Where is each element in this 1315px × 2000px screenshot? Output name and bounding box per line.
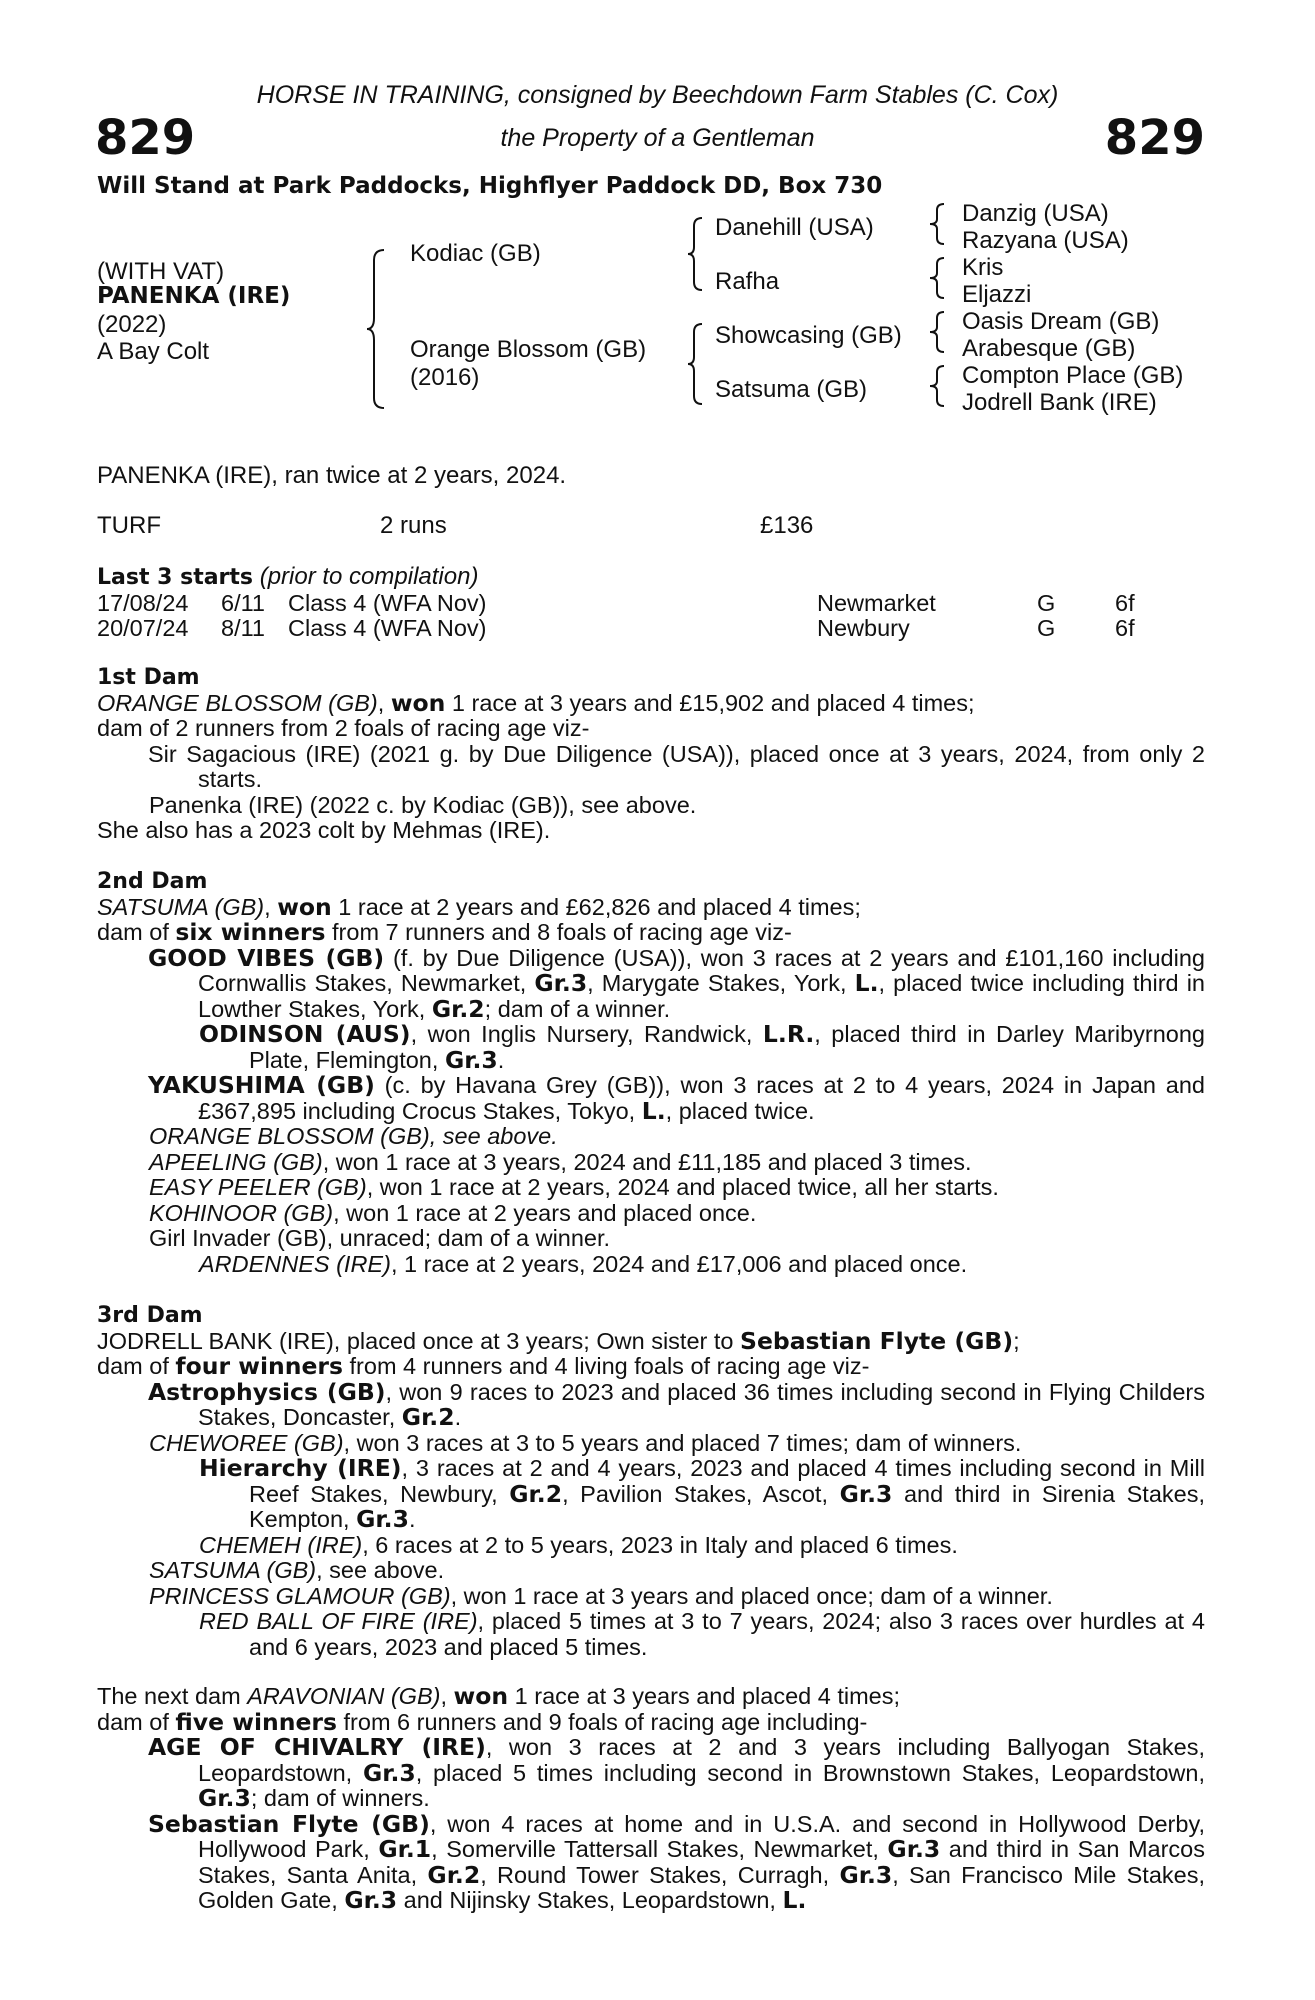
last-starts-note: (prior to compilation) [259,563,479,590]
winners-count: five winners [175,1707,337,1736]
text: , [264,893,278,920]
text: , [440,1683,454,1709]
text: , won Inglis Nursery, Randwick, [410,1021,763,1047]
pedigree-brace-sire [687,216,705,292]
produce-entry: Sir Sagacious (IRE) (2021 g. by Due Diligence (USA)), placed once at 3 years, 2024, from only 2 starts. [148,740,1205,792]
lot-number-left: 829 [95,110,196,166]
produce-entry [97,1377,1205,1431]
pedigree-sss: Danzig (USA) [962,200,1109,227]
horse-name: ARDENNES (IRE) [199,1250,391,1277]
grade: Gr.2 [509,1479,563,1508]
pedigree-sire-sire: Danehill (USA) [715,214,874,241]
second-dam-title: 2nd Dam [97,869,208,894]
grade: Gr.1 [378,1835,432,1863]
text: , see above. [316,1557,445,1583]
produce-entry [97,1431,1205,1457]
start-row-going: G [1037,615,1056,641]
horse-name: RED BALL OF FIRE (IRE) [199,1608,478,1634]
horse-name: CHEWOREE (GB) [149,1429,344,1456]
text: and Nijinsky Stakes, Leopardstown, [397,1887,783,1913]
produce-entry: Panenka (IRE) (2022 c. by Kodiac (GB)), see above. [149,791,697,818]
text: from 7 runners and 8 foals of racing age viz- [325,919,792,945]
produce-entry [97,1609,1205,1660]
won-label: won [390,688,446,717]
text: JODRELL BANK (IRE), placed once at 3 years; Own sister to [97,1327,741,1354]
horse-name: AGE OF CHIVALRY (IRE) [148,1733,486,1761]
produce-entry [97,1533,1205,1559]
dam-name: ORANGE BLOSSOM (GB) [97,689,378,716]
text: The next dam [97,1683,248,1709]
third-dam-section [97,1303,1205,1660]
horse-name: Astrophysics (GB) [148,1377,386,1406]
horse-name: EASY PEELER (GB) [149,1174,367,1200]
grade: L. [782,1886,807,1914]
produce-entry [97,1252,1205,1278]
text: , won 4 races at home and in U.S.A. and second in Hollywood Derby, Hollywood Park, [198,1810,1205,1862]
text: , 1 race at 2 years, 2024 and £17,006 and placed once. [390,1250,968,1277]
horse-name: KOHINOOR (GB) [149,1199,334,1226]
first-dam-title: 1st Dam [97,665,200,690]
second-dam-section [97,869,1205,1277]
horse-year: (2022) [97,311,167,338]
produce-line [97,920,1205,946]
text: 1 race at 3 years and £15,902 and placed 4 times; [445,689,975,716]
won-label: won [453,1682,509,1710]
pedigree-dam: Orange Blossom (GB) [410,336,647,363]
text: ; dam of winners. [250,1785,430,1811]
winners-count: six winners [175,918,326,946]
grade: Gr.3 [344,1886,398,1914]
first-dam-section [97,665,1205,844]
grade: Gr.3 [362,1758,416,1787]
grade: Gr.3 [534,969,588,997]
text: . [454,1404,462,1430]
pedigree-sire-dam: Rafha [715,268,780,295]
grade: Gr.3 [839,1479,893,1508]
grade: Gr.3 [198,1784,251,1812]
produce-entry [97,1456,1205,1533]
text: , placed twice including third in Lowther Stakes, York, [198,970,1205,1022]
text: , won 3 races at 3 to 5 years and placed 7 times; dam of winners. [343,1429,1022,1456]
text: . [497,1046,505,1073]
pedigree-dss: Oasis Dream (GB) [962,308,1160,335]
pedigree-ddd: Jodrell Bank (IRE) [962,389,1157,416]
horse-name: Sebastian Flyte (GB) [148,1809,430,1838]
text: , placed 5 times at 3 to 7 years, 2024; also 3 races over hurdles at 4 and 6 years, 2023 and placed 5 times. [249,1608,1205,1660]
turf-earnings: £136 [760,512,814,539]
pedigree-sds: Kris [962,254,1004,281]
pedigree-brace-ds [929,310,947,354]
pedigree-brace-ss [929,202,947,246]
next-dam-line [97,1684,1205,1710]
grade: L.R. [762,1020,815,1048]
next-dam-section [97,1684,1205,1914]
text: and third in Sirenia Stakes, Kempton, [249,1480,1206,1532]
lot-number-right: 829 [1104,110,1205,166]
pedigree-dam-dam: Satsuma (GB) [715,376,868,403]
start-row-going: G [1037,590,1056,616]
text: 1 race at 3 years and placed 4 times; [508,1683,901,1709]
text: , won 1 race at 3 years and placed once; dam of a winner. [450,1582,1053,1609]
text: , placed third in Darley Maribyrnong Plate, Flemington, [249,1021,1206,1073]
winners-count: four winners [175,1352,343,1380]
horse-name: YAKUSHIMA (GB) [148,1071,375,1099]
third-dam-title: 3rd Dam [97,1303,203,1328]
grade: Gr.3 [356,1505,409,1533]
consignment-line: HORSE IN TRAINING, consigned by Beechdown Farm Stables (C. Cox) [256,81,1059,109]
text: (f. by Due Diligence (USA)), won 3 races at 2 years and £101,160 including Cornwallis Stakes, Newmarket, [198,944,1205,996]
grade: Gr.3 [444,1045,498,1074]
text: , San Francisco Mile Stakes, Golden Gate, [198,1861,1206,1913]
produce-entry [97,943,1205,1023]
start-row-position: 8/11 [221,615,265,641]
text: 1 race at 2 years and £62,826 and placed 4 times; [331,893,861,920]
produce-line: dam of 2 runners from 2 foals of racing age viz- [97,715,590,741]
produce-line [97,1707,1205,1736]
text: , placed 5 times including second in Brownstown Stakes, Leopardstown, [415,1759,1205,1786]
grade: Gr.2 [427,1860,481,1889]
start-row-date: 17/08/24 [97,590,189,616]
text: , won 3 races at 2 and 3 years including Ballyogan Stakes, Leopardstown, [198,1734,1205,1786]
pedigree-brace-dam [687,322,705,406]
pedigree-brace-dd [929,364,947,408]
start-row-course: Newbury [817,615,910,641]
text: , won 1 race at 2 years, 2024 and placed twice, all her starts. [366,1174,999,1200]
stand-location: Will Stand at Park Paddocks, Highflyer Paddock DD, Box 730 [97,173,883,199]
produce-entry [97,1124,1205,1150]
horse-name: ORANGE BLOSSOM (GB) [149,1123,430,1149]
horse-name: CHEMEH (IRE) [199,1531,363,1558]
third-dam-line [97,1326,1205,1355]
text: from 4 runners and 4 living foals of racing age viz- [343,1353,870,1379]
text: dam of [97,919,176,945]
pedigree-ssd: Razyana (USA) [962,227,1129,254]
pedigree-sdd: Eljazzi [962,281,1032,308]
text: , Round Tower Stakes, Curragh, [480,1861,840,1888]
property-line: the Property of a Gentleman [500,124,815,152]
grade: L. [854,969,879,997]
text: from 6 runners and 9 foals of racing age including- [336,1708,868,1735]
grade: Gr.3 [839,1860,893,1889]
horse-name: Sebastian Flyte (GB) [740,1326,1014,1355]
produce-entry: Girl Invader (GB), unraced; dam of a winner. [149,1225,611,1251]
produce-entry [97,1584,1205,1610]
turf-label: TURF [97,512,161,539]
produce-entry [97,1175,1205,1201]
produce-entry [97,1735,1205,1812]
text: . [408,1506,416,1532]
horse-name: APEELING (GB) [149,1148,323,1175]
horse-name: PRINCESS GLAMOUR (GB) [149,1582,451,1609]
pedigree-dds: Compton Place (GB) [962,362,1184,389]
produce-entry [97,1809,1206,1914]
horse-name: PANENKA (IRE) [97,283,291,309]
horse-description: A Bay Colt [97,338,210,365]
produce-entry [97,1022,1205,1073]
start-row-course: Newmarket [817,590,936,616]
first-dam-line [97,688,1205,717]
text: , won 1 race at 3 years, 2024 and £11,185 and placed 3 times. [322,1148,972,1175]
second-dam-line [97,892,1205,921]
pedigree-dsd: Arabesque (GB) [962,335,1136,362]
text: ; dam of a winner. [484,995,671,1022]
start-row-position: 6/11 [221,590,265,616]
produce-entry [97,1201,1205,1227]
text: dam of [97,1353,176,1379]
grade: Gr.2 [401,1403,455,1431]
text: and third in San Marcos Stakes, Santa Anita, [198,1836,1205,1888]
text: , won 1 race at 2 years and placed once. [333,1199,757,1226]
produce-entry [97,1558,1205,1584]
pedigree-dam-sire: Showcasing (GB) [715,322,902,349]
start-row-date: 20/07/24 [97,615,189,641]
turf-runs: 2 runs [380,512,447,539]
last-starts-title: Last 3 starts [97,565,254,590]
start-row-distance: 6f [1115,615,1135,641]
pedigree-brace-main [366,248,388,410]
text: , placed twice. [665,1097,815,1124]
won-label: won [277,892,332,921]
horse-name: Hierarchy (IRE) [199,1454,402,1482]
text: , Marygate Stakes, York, [587,970,855,996]
text: , Somerville Tattersall Stakes, Newmarket, [431,1836,888,1862]
produce-note: She also has a 2023 colt by Mehmas (IRE). [97,817,551,843]
text: , won 9 races to 2023 and placed 36 times including second in Flying Childers Stakes, Doncaster, [198,1378,1205,1430]
produce-entry [97,1073,1205,1124]
grade: Gr.3 [887,1835,941,1863]
horse-name: GOOD VIBES (GB) [148,943,385,972]
race-summary: PANENKA (IRE), ran twice at 2 years, 2024. [97,462,567,489]
start-row-distance: 6f [1115,590,1135,616]
grade: Gr.2 [431,994,485,1023]
produce-line [97,1354,1205,1380]
dam-name: SATSUMA (GB) [97,893,265,920]
start-row-race: Class 4 (WFA Nov) [288,590,487,616]
pedigree-brace-sd [929,256,947,300]
text: , 6 races at 2 to 5 years, 2023 in Italy and placed 6 times. [362,1531,958,1558]
pedigree-dam-year: (2016) [410,364,480,391]
text: dam of [97,1708,176,1735]
horse-name: ODINSON (AUS) [199,1020,411,1048]
pedigree-sire: Kodiac (GB) [410,240,541,267]
last-starts-heading [97,563,478,591]
horse-name: SATSUMA (GB) [149,1557,317,1583]
vat-label: (WITH VAT) [97,258,225,285]
text: , [377,689,391,716]
text: (c. by Havana Grey (GB)), won 3 races at 2 to 4 years, 2024 in Japan and £367,895 including Crocus Stakes, Tokyo, [198,1072,1205,1124]
text: , see above. [429,1123,558,1149]
grade: L. [641,1096,666,1125]
text: , 3 races at 2 and 4 years, 2023 and placed 4 times including second in Mill Reef Stakes, Newbury, [249,1455,1205,1507]
text: ; [1013,1327,1020,1354]
produce-entry [97,1150,1205,1176]
dam-name: ARAVONIAN (GB) [247,1683,441,1709]
start-row-race: Class 4 (WFA Nov) [288,615,487,641]
text: , Pavilion Stakes, Ascot, [562,1480,840,1507]
